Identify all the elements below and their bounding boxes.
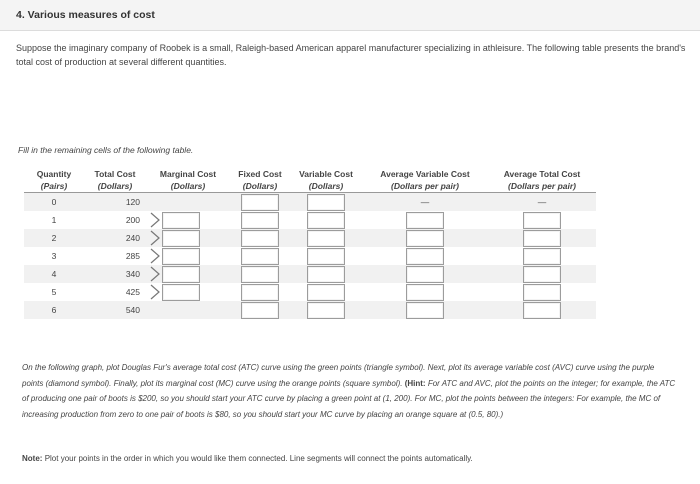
variable-cost-input[interactable]: [307, 230, 345, 247]
variable-cost-cell: [290, 247, 362, 265]
question-intro: Suppose the imaginary company of Roobek is a small, Raleigh-based American apparel manufacturer specializing in athleisure. The following table presents the brand's total cost of production at several different quantities.: [16, 43, 686, 67]
header-marginal-cost: Marginal Cost (Dollars): [146, 168, 230, 193]
graph-instructions: On the following graph, plot Douglas Fur's average total cost (ATC) curve using the green points (triangle symbol). Next, plot its average variable cost (AVC) curve using the purple points (diamond symbol). Finally, plot its marginal cost (MC) curve using the orange points (square symbol). (Hint: For ATC and AVC, plot the points on the integer; for example, the ATC of producing one pair of boots is $200, so you should start your ATC curve by placing a green point at (1, 200). For MC, plot the points between the integers: For example, the MC of increasing production from zero to one pair of boots is $80, so you should start your MC curve by placing an orange square at (0.5, 80).): [22, 363, 676, 419]
marginal-cost-input[interactable]: [162, 266, 200, 283]
table-row: [24, 283, 596, 301]
marginal-cost-cell: [146, 265, 230, 283]
total-cost-cell: 285: [125, 251, 140, 261]
average-variable-cost-input[interactable]: [406, 302, 444, 319]
fixed-cost-input[interactable]: [241, 194, 279, 211]
variable-cost-input[interactable]: [307, 302, 345, 319]
average-total-cost-input[interactable]: [523, 302, 561, 319]
average-variable-cost-cell: [362, 301, 488, 319]
variable-cost-cell: [290, 229, 362, 247]
fixed-cost-input[interactable]: [241, 248, 279, 265]
average-variable-cost-input[interactable]: [406, 230, 444, 247]
average-variable-cost-cell: —: [362, 193, 488, 212]
quantity-cell: 3: [51, 251, 57, 261]
note-label: Note:: [22, 454, 43, 463]
average-total-cost-cell: [488, 247, 596, 265]
average-variable-cost-input[interactable]: [406, 284, 444, 301]
average-total-cost-cell: —: [488, 193, 596, 212]
average-variable-cost-cell: [362, 247, 488, 265]
total-cost-cell: 540: [84, 301, 146, 319]
average-variable-cost-input[interactable]: [406, 212, 444, 229]
fixed-cost-cell: [230, 211, 290, 229]
fixed-cost-input[interactable]: [241, 266, 279, 283]
average-total-cost-cell: [488, 265, 596, 283]
fixed-cost-input[interactable]: [241, 284, 279, 301]
marginal-cost-cell: [146, 247, 230, 265]
fixed-cost-cell: [230, 247, 290, 265]
variable-cost-cell: [290, 211, 362, 229]
variable-cost-cell: [290, 301, 362, 319]
marginal-cost-input[interactable]: [162, 284, 200, 301]
fixed-cost-input[interactable]: [241, 230, 279, 247]
marginal-cost-cell: [146, 229, 230, 247]
quantity-cell: 5: [51, 287, 57, 297]
question-title: 4. Various measures of cost: [16, 9, 155, 21]
table-row: [24, 229, 596, 247]
quantity-cell: 1: [51, 215, 57, 225]
fixed-cost-input[interactable]: [241, 212, 279, 229]
average-total-cost-cell: [488, 283, 596, 301]
variable-cost-input[interactable]: [307, 212, 345, 229]
question-header: [0, 0, 700, 31]
table-row: [24, 247, 596, 265]
variable-cost-input[interactable]: [307, 248, 345, 265]
cost-table: [24, 168, 596, 319]
quantity-cell: 4: [24, 265, 84, 283]
marginal-cost-input[interactable]: [162, 230, 200, 247]
dropdown-chevron-icon[interactable]: [150, 248, 160, 264]
note: Note: Plot your points in the order in which you would like them connected. Line segments will connect the points automatically.: [22, 454, 473, 463]
quantity-cell: 0: [24, 193, 84, 212]
total-cost-cell: 425: [125, 287, 140, 297]
dropdown-chevron-icon[interactable]: [150, 284, 160, 300]
table-row: [24, 301, 596, 319]
marginal-cost-input[interactable]: [162, 212, 200, 229]
fixed-cost-cell: [230, 301, 290, 319]
average-variable-cost-input[interactable]: [406, 266, 444, 283]
fixed-cost-cell: [230, 265, 290, 283]
average-total-cost-input[interactable]: [523, 284, 561, 301]
average-total-cost-cell: [488, 211, 596, 229]
header-fixed-cost: Fixed Cost (Dollars): [230, 168, 290, 193]
fixed-cost-cell: [230, 283, 290, 301]
average-total-cost-input[interactable]: [523, 266, 561, 283]
header-variable-cost: Variable Cost (Dollars): [290, 168, 362, 193]
header-quantity: Quantity (Pairs): [24, 168, 84, 193]
average-variable-cost-cell: [362, 283, 488, 301]
table-header-row: [24, 168, 596, 193]
marginal-cost-input[interactable]: [162, 248, 200, 265]
table-instruction: Fill in the remaining cells of the following table.: [18, 145, 194, 155]
average-variable-cost-cell: [362, 229, 488, 247]
fixed-cost-input[interactable]: [241, 302, 279, 319]
variable-cost-cell: [290, 283, 362, 301]
marginal-cost-cell: [146, 211, 230, 229]
quantity-cell: 2: [24, 229, 84, 247]
hint-label: (Hint:: [404, 378, 426, 388]
quantity-cell: 6: [24, 301, 84, 319]
fixed-cost-cell: [230, 229, 290, 247]
average-total-cost-cell: [488, 229, 596, 247]
table-row: [24, 211, 596, 229]
average-total-cost-input[interactable]: [523, 212, 561, 229]
total-cost-cell: 200: [125, 215, 140, 225]
dropdown-chevron-icon[interactable]: [150, 212, 160, 228]
marginal-cost-cell: [146, 193, 230, 212]
total-cost-cell: 340: [84, 265, 146, 283]
variable-cost-cell: [290, 193, 362, 212]
average-total-cost-input[interactable]: [523, 248, 561, 265]
header-average-variable-cost: Average Variable Cost (Dollars per pair): [362, 168, 488, 193]
total-cost-cell: 240: [84, 229, 146, 247]
variable-cost-input[interactable]: [307, 266, 345, 283]
table-row: [24, 265, 596, 283]
average-variable-cost-cell: [362, 211, 488, 229]
marginal-cost-cell: [146, 301, 230, 319]
average-total-cost-cell: [488, 301, 596, 319]
average-total-cost-input[interactable]: [523, 230, 561, 247]
variable-cost-input[interactable]: [307, 194, 345, 211]
header-average-total-cost: Average Total Cost (Dollars per pair): [488, 168, 596, 193]
variable-cost-input[interactable]: [307, 284, 345, 301]
table-row: [24, 193, 596, 212]
variable-cost-cell: [290, 265, 362, 283]
dropdown-chevron-icon[interactable]: [150, 230, 160, 246]
marginal-cost-cell: [146, 283, 230, 301]
total-cost-cell: 120: [84, 193, 146, 212]
fixed-cost-cell: [230, 193, 290, 212]
header-total-cost: Total Cost (Dollars): [84, 168, 146, 193]
average-variable-cost-cell: [362, 265, 488, 283]
average-variable-cost-input[interactable]: [406, 248, 444, 265]
dropdown-chevron-icon[interactable]: [150, 266, 160, 282]
